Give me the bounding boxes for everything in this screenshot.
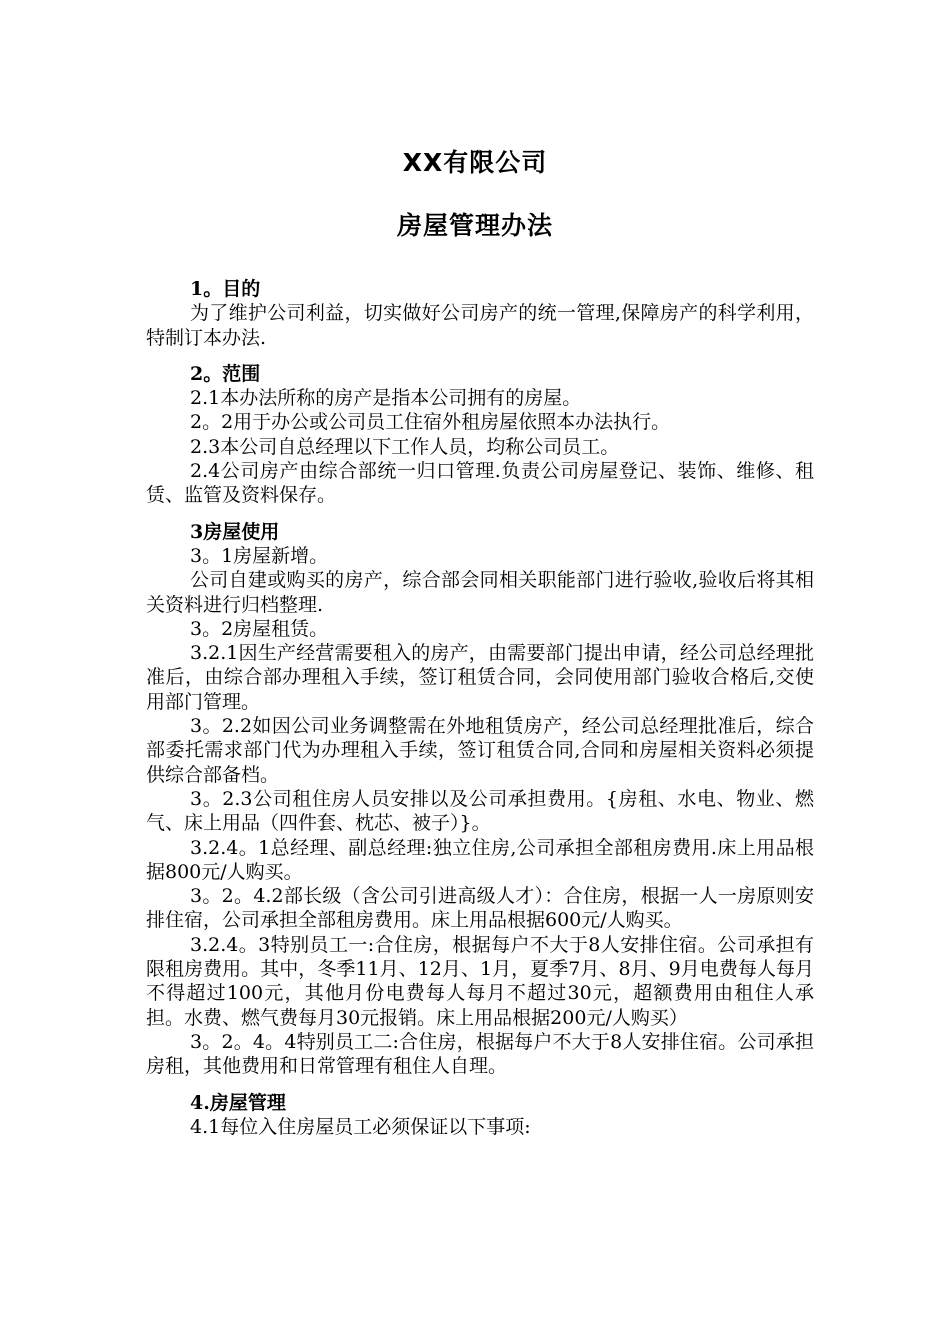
paragraph: 公司自建或购买的房产，综合部会同相关职能部门进行验收,验收后将其相关资料进行归档整理. <box>146 569 814 616</box>
document-title: 房屋管理办法 <box>396 211 553 240</box>
paragraph: 3。1房屋新增。 <box>190 544 329 567</box>
paragraph: 3。2。4。4特别员工二:合住房，根据每户不大于8人安排住宿。公司承担房租，其他费用和日常管理有租住人自理。 <box>146 1030 814 1078</box>
paragraph: 3。2.2如因公司业务调整需在外地租赁房产，经公司总经理批准后，综合部委托需求部门代为办理租入手续，签订租赁合同,合同和房屋相关资料必须提供综合部备档。 <box>146 715 814 786</box>
paragraph: 2.4公司房产由综合部统一归口管理.负责公司房屋登记、装饰、维修、租赁、监管及资料保存。 <box>146 460 814 507</box>
paragraph: 3。2.3公司租住房人员安排以及公司承担费用。{房租、水电、物业、燃气、床上用品（四件套、枕芯、被子）}。 <box>146 787 814 835</box>
paragraph: 2。2用于办公或公司员工住宿外租房屋依照本办法执行。 <box>190 411 671 434</box>
company-title: XX有限公司 <box>402 148 548 177</box>
paragraph: 3.2.4。1总经理、副总经理:独立住房,公司承担全部租房费用.床上用品根据800元/人购买。 <box>146 836 814 883</box>
section-heading-scope: 2。范围 <box>190 362 261 385</box>
paragraph: 3.2.4。3特别员工一:合住房，根据每户不大于8人安排住宿。公司承担有限租房费用。其中，冬季11月、12月、1月，夏季7月、8月、9月电费每人每月不得超过100元，其他月份电费每人每月不超过30元，超额费用由租住人承担。水费、燃气费每月30元报销。床上用品根据200元/人购买） <box>146 933 814 1029</box>
paragraph: 3。2。4.2部长级（含公司引进高级人才）：合住房，根据一人一房原则安排住宿，公司承担全部租房费用。床上用品根据600元/人购买。 <box>146 885 814 932</box>
section-heading-housing-use: 3房屋使用 <box>190 520 280 543</box>
paragraph: 3。2房屋租赁。 <box>190 617 329 640</box>
paragraph: 4.1每位入住房屋员工必须保证以下事项: <box>190 1115 531 1138</box>
paragraph: 3.2.1因生产经营需要租入的房产，由需要部门提出申请，经公司总经理批准后，由综合部办理租入手续，签订租赁合同，会同使用部门验收合格后,交使用部门管理。 <box>146 642 814 713</box>
paragraph: 2.1本办法所称的房产是指本公司拥有的房屋。 <box>190 387 582 410</box>
document-body <box>146 277 814 1139</box>
section-heading-housing-management: 4.房屋管理 <box>190 1091 286 1114</box>
paragraph: 为了维护公司利益，切实做好公司房产的统一管理,保障房产的科学利用，特制订本办法. <box>146 302 814 349</box>
section-heading-purpose: 1。目的 <box>190 278 261 300</box>
paragraph: 2.3本公司自总经理以下工作人员，均称公司员工。 <box>190 435 620 458</box>
